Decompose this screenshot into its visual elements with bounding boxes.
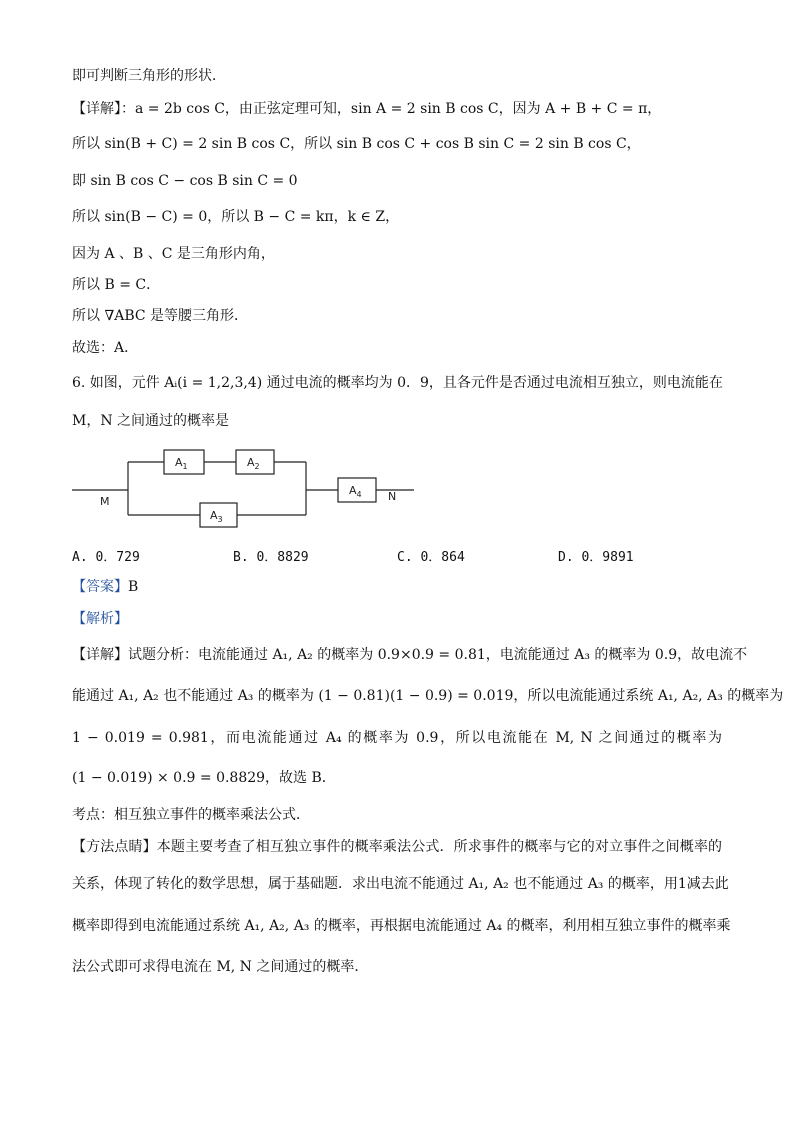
analysis-tag: 【解析】	[72, 611, 128, 627]
component-a3-label: $A_3$	[210, 509, 223, 524]
component-a1-label: $A_1$	[175, 456, 188, 471]
detail-line-4: (1 − 0.019) × 0.9 = 0.8829，故选 B．	[72, 770, 336, 786]
terminal-n-label: N	[388, 490, 397, 503]
text-line-judge-shape: 即可判断三角形的形状．	[72, 68, 226, 84]
detail-line-1: 【详解】试题分析：电流能通过 A₁, A₂ 的概率为 0.9×0.9 = 0.81，电流能通过 A₃ 的概率为 0.9，故电流不	[72, 647, 748, 663]
circuit-diagram	[72, 440, 422, 535]
method-line-2: 关系，体现了转化的数学思想，属于基础题．求出电流不能通过 A₁, A₂ 也不能通过 A₃ 的概率，用1减去此	[72, 876, 729, 892]
answer-value: B	[128, 579, 139, 595]
text-line-isosceles: 所以 ∇ABC 是等腰三角形．	[72, 308, 249, 324]
text-line-sum-formula: 所以 sin(B + C) = 2 sin B cos C，所以 sin B cos C + cos B sin C = 2 sin B cos C，	[72, 136, 641, 152]
option-d: D. 0．9891	[558, 550, 634, 565]
component-a2-label: $A_2$	[247, 456, 260, 471]
text-line-sin-diff: 所以 sin(B − C) = 0，所以 B − C = kπ，k ∈ Z，	[72, 209, 400, 225]
detail-line-2: 能通过 A₁, A₂ 也不能通过 A₃ 的概率为 (1 − 0.81)(1 − 0.9) = 0.019，所以电流能通过系统 A₁, A₂, A₃ 的概率为	[72, 688, 784, 704]
option-b: B. 0．8829	[233, 550, 309, 565]
option-a: A. 0．729	[72, 550, 140, 565]
text-line-equation: 即 sin B cos C − cos B sin C = 0	[72, 173, 298, 189]
answer-tag: 【答案】	[72, 579, 128, 595]
terminal-m-label: M	[100, 495, 110, 508]
question-6-line-2: M，N 之间通过的概率是	[72, 413, 230, 429]
text-line-choose-a: 故选：A．	[72, 340, 139, 356]
question-6-line-1: 6. 如图，元件 Aᵢ(i = 1,2,3,4) 通过电流的概率均为 0．9，且各元件是否通过电流相互独立，则电流能在	[72, 375, 723, 391]
detail-line-3: 1 − 0.019 = 0.981，而电流能通过 A₄ 的概率为 0.9，所以电流能在 M, N 之间通过的概率为	[72, 730, 722, 746]
kaodian-line: 考点：相互独立事件的概率乘法公式．	[72, 807, 310, 823]
option-c: C. 0．864	[397, 550, 465, 565]
text-line-detail-start: 【详解】：a = 2b cos C，由正弦定理可知，sin A = 2 sin B cos C，因为 A + B + C = π，	[72, 101, 662, 117]
text-line-b-equals-c: 所以 B = C．	[72, 277, 161, 293]
method-line-1: 【方法点睛】本题主要考查了相互独立事件的概率乘法公式．所求事件的概率与它的对立事件之间概率的	[72, 839, 722, 855]
text-line-interior-angles: 因为 A 、B 、C 是三角形内角，	[72, 246, 275, 262]
component-a4-label: $A_4$	[349, 484, 362, 499]
method-line-4: 法公式即可求得电流在 M, N 之间通过的概率．	[72, 959, 369, 975]
answer-line	[72, 577, 138, 597]
method-line-3: 概率即得到电流能通过系统 A₁, A₂, A₃ 的概率，再根据电流能通过 A₄ 的概率，利用相互独立事件的概率乘	[72, 918, 731, 934]
analysis-heading	[72, 609, 128, 629]
